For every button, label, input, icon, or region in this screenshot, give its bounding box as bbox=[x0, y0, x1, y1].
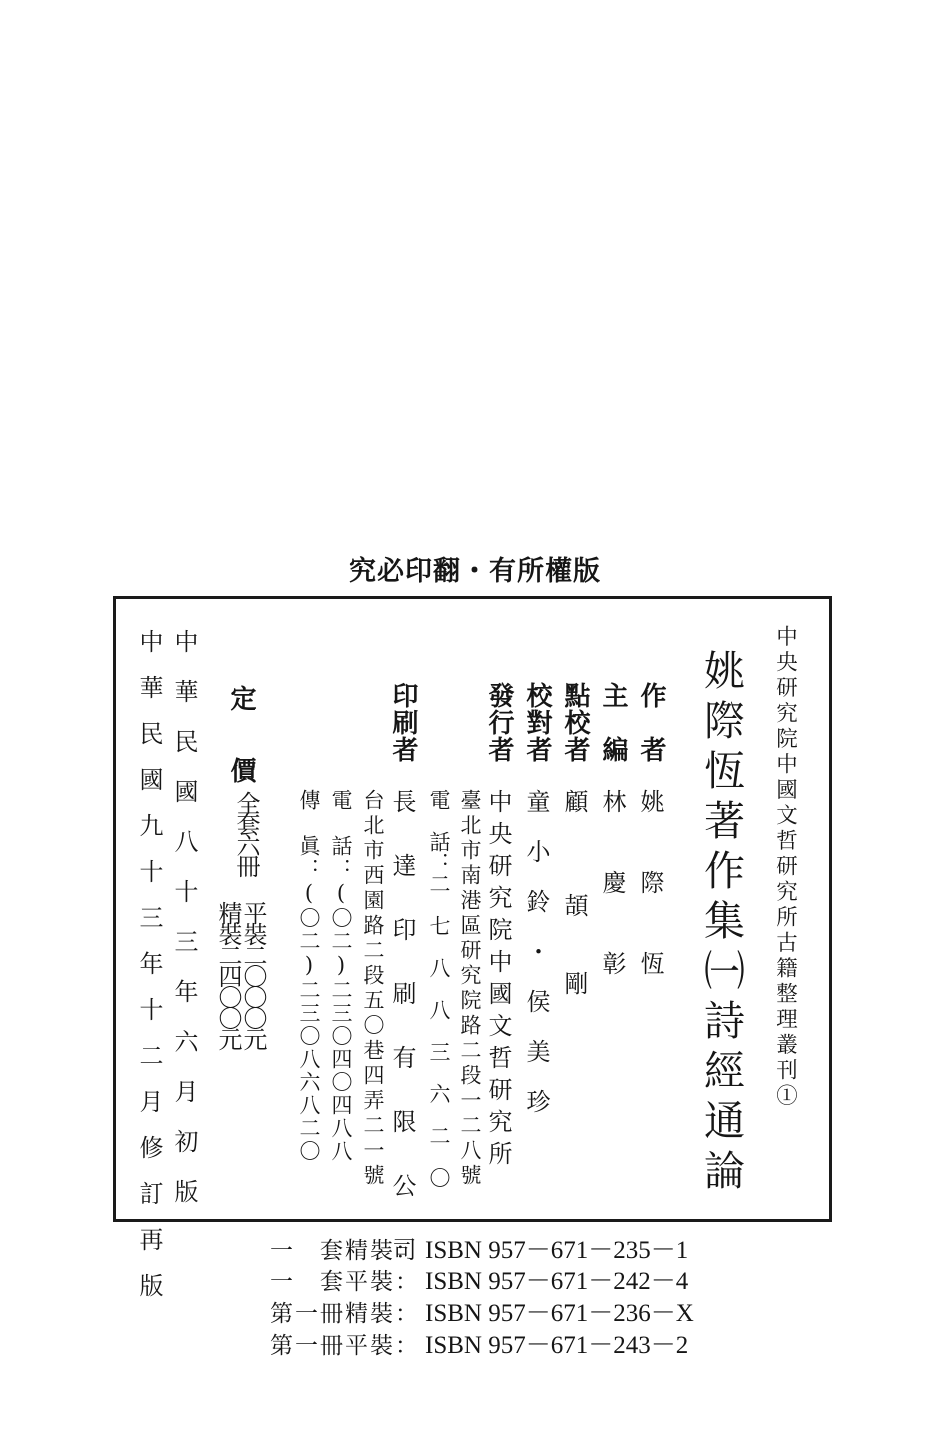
credit-role-proofreader: 校對者 bbox=[522, 682, 552, 763]
publisher-address: 臺北市南港區研究院路二段一二八號 bbox=[458, 789, 482, 1189]
isbn-label: 第一冊精裝： bbox=[270, 1300, 420, 1327]
credit-role-publisher: 發行者 bbox=[484, 682, 514, 763]
price-hardcover: 精裝二四〇〇元 bbox=[214, 901, 242, 1048]
isbn-number: ISBN 957－671－243－2 bbox=[425, 1332, 689, 1359]
price-paperback: 平裝二〇〇〇元 bbox=[239, 901, 267, 1048]
isbn-number: ISBN 957－671－242－4 bbox=[425, 1268, 689, 1295]
isbn-label: 一 套平裝： bbox=[270, 1268, 420, 1295]
isbn-line bbox=[270, 1233, 688, 1263]
copyright-notice: 究必印翻・有所權版 bbox=[349, 556, 601, 587]
publisher-phone: 電 話：二 七 八 八 三 六 二 〇 bbox=[427, 789, 451, 1188]
credit-role-author: 作 者 bbox=[636, 682, 666, 763]
price-label: 定 價 bbox=[226, 685, 256, 793]
printer-fax: 傳 眞：(〇二)二三〇八六八二〇 bbox=[297, 789, 321, 1163]
isbn-number: ISBN 957－671－236－X bbox=[425, 1300, 694, 1327]
credit-name-punctuator: 顧 頡 剛 bbox=[560, 789, 588, 997]
isbn-label: 第一冊平裝： bbox=[270, 1332, 420, 1359]
printer-role: 印刷者 bbox=[388, 682, 418, 763]
isbn-number: ISBN 957－671－235－1 bbox=[425, 1237, 689, 1264]
book-title: 姚際恆著作集㈠詩經通論 bbox=[697, 649, 745, 1199]
isbn-label: 一 套精裝： bbox=[270, 1237, 420, 1264]
credit-role-editor: 主 編 bbox=[598, 682, 628, 763]
printer-phone: 電 話：(〇二)二三〇四〇四八八 bbox=[329, 789, 353, 1163]
credit-name-author: 姚 際 恆 bbox=[636, 789, 664, 978]
credit-name-editor: 林 慶 彰 bbox=[598, 789, 626, 978]
price-set: 全套六冊 bbox=[232, 791, 260, 875]
credit-name-proofreader: 童 小 鈴 ・ 侯 美 珍 bbox=[522, 789, 550, 1114]
credit-role-punctuator: 點校者 bbox=[560, 682, 590, 763]
printer-name: 長 達 印 刷 有 限 公 司 bbox=[388, 789, 416, 1269]
revised-edition-date: 中 華 民 國 九 十 三 年 十 二 月 修 訂 再 版 bbox=[135, 629, 163, 1296]
isbn-line bbox=[270, 1264, 688, 1294]
credit-name-publisher: 中央研究院中國文哲研究所 bbox=[484, 789, 512, 1173]
printer-address: 台北市西園路二段五〇巷四弄二一號 bbox=[361, 789, 385, 1189]
isbn-line bbox=[270, 1328, 688, 1358]
first-edition-date: 中 華 民 國 八 十 三 年 六 月 初 版 bbox=[170, 629, 198, 1204]
isbn-line bbox=[270, 1296, 694, 1326]
series-title: 中央研究院中國文哲研究所古籍整理叢刊① bbox=[772, 625, 798, 1110]
